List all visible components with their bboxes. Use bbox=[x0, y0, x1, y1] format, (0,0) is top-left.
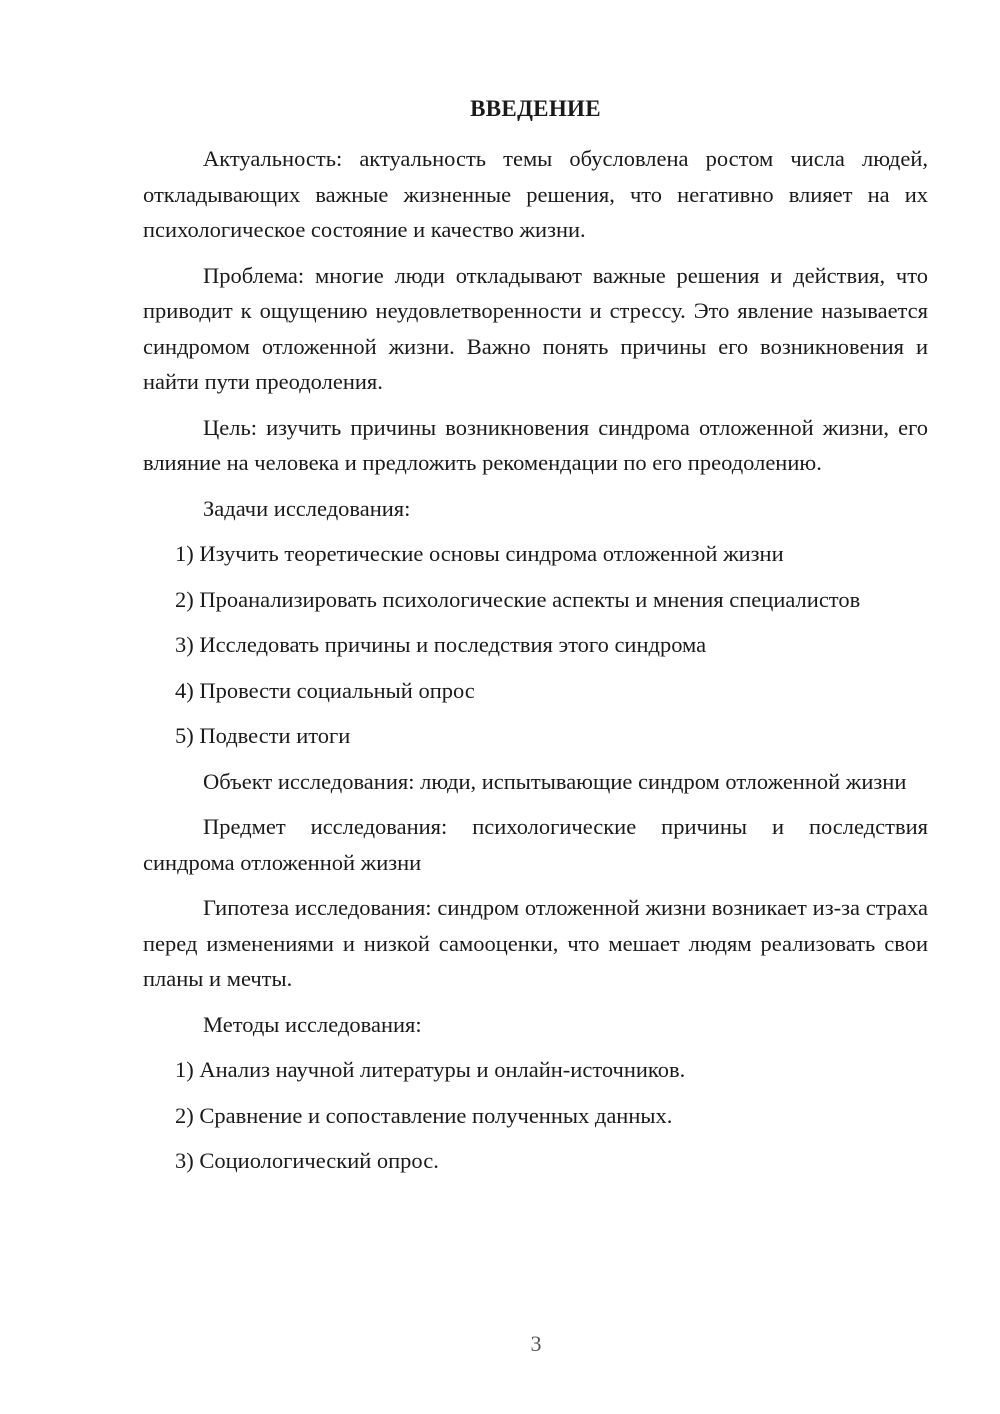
list-item-method-3: 3) Социологический опрос. bbox=[175, 1148, 439, 1173]
paragraph-methods-title: Методы исследования: bbox=[203, 1011, 422, 1037]
list-item-method-2: 2) Сравнение и сопоставление полученных данных. bbox=[175, 1102, 673, 1128]
list-item-task-3: 3) Исследовать причины и последствия этого синдрома bbox=[175, 632, 707, 657]
paragraph-subject: Предмет исследования: психологические причины и последствия синдрома отложенной жизни bbox=[143, 814, 928, 875]
list-item-task-1: 1) Изучить теоретические основы синдрома отложенной жизни bbox=[175, 541, 784, 566]
list-item-task-5: 5) Подвести итоги bbox=[175, 723, 351, 748]
list-item-task-2: 2) Проанализировать психологические аспекты и мнения специалистов bbox=[175, 586, 861, 612]
paragraph-relevance: Актуальность: актуальность темы обусловлена ростом числа людей, откладывающих важные жизненные решения, что негативно влияет на их психологическое состояние и качество жизни. bbox=[143, 146, 928, 242]
paragraph-object: Объект исследования: люди, испытывающие синдром отложенной жизни bbox=[203, 768, 907, 794]
paragraph-goal: Цель: изучить причины возникновения синдрома отложенной жизни, его влияние на человека и предложить рекомендации по его преодолению. bbox=[143, 414, 928, 475]
paragraph-problem: Проблема: многие люди откладывают важные решения и действия, что приводит к ощущению неудовлетворенности и стрессу. Это явление называется синдромом отложенной жизни. Важно понять причины его возникновения и найти пути преодоления. bbox=[143, 262, 928, 394]
paragraph-tasks-title: Задачи исследования: bbox=[203, 495, 411, 521]
paragraph-hypothesis: Гипотеза исследования: синдром отложенной жизни возникает из-за страха перед изменениями и низкой самооценки, что мешает людям реализовать свои планы и мечты. bbox=[143, 895, 928, 991]
list-item-task-4: 4) Провести социальный опрос bbox=[175, 677, 475, 703]
section-heading: ВВЕДЕНИЕ bbox=[470, 96, 601, 121]
list-item-method-1: 1) Анализ научной литературы и онлайн-источников. bbox=[175, 1057, 686, 1082]
page-number: 3 bbox=[530, 1331, 542, 1356]
document-body bbox=[143, 141, 928, 1189]
